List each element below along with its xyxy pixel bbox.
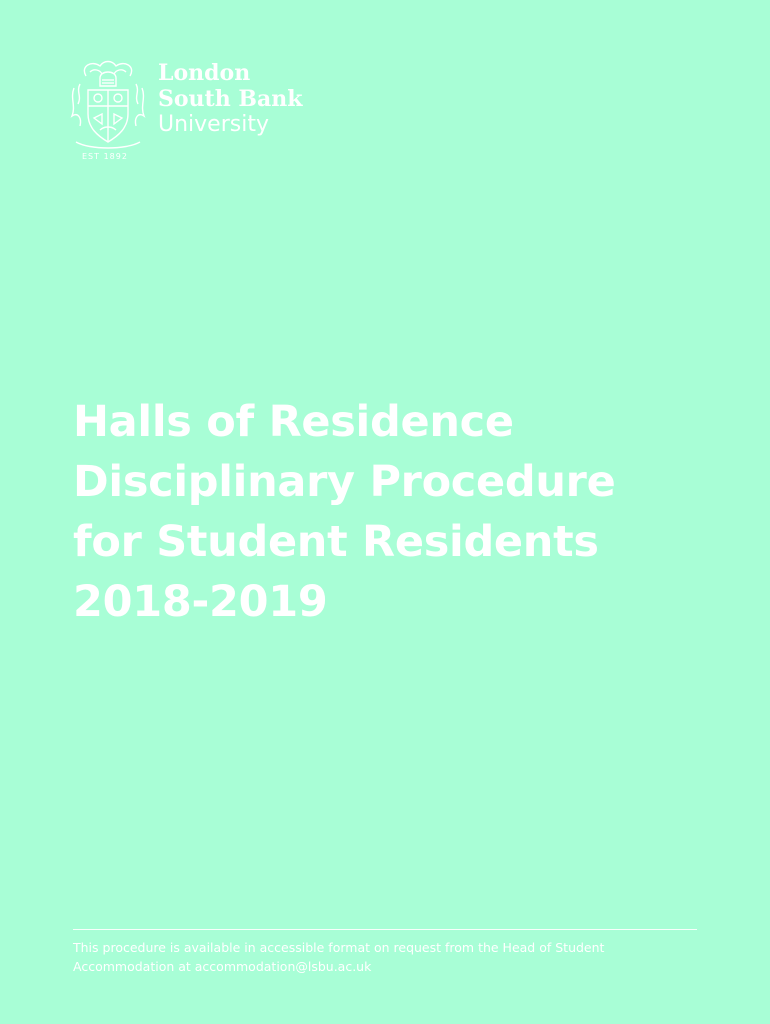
established-date: EST 1892 xyxy=(82,152,128,161)
university-name xyxy=(158,60,302,138)
title-line-4: 2018-2019 xyxy=(73,577,328,627)
accessibility-note xyxy=(73,938,713,976)
document-title xyxy=(73,392,713,632)
footer-divider xyxy=(73,929,697,930)
accessibility-note-line-2: Accommodation at accommodation@lsbu.ac.uk xyxy=(73,959,372,974)
university-logo xyxy=(66,58,306,168)
accessibility-note-line-1: This procedure is available in accessible format on request from the Head of Student xyxy=(73,940,605,955)
title-line-2: Disciplinary Procedure xyxy=(73,457,616,507)
university-name-line-3: University xyxy=(158,112,269,137)
title-line-1: Halls of Residence xyxy=(73,397,514,447)
university-name-line-1: London xyxy=(158,60,251,86)
title-line-3: for Student Residents xyxy=(73,517,599,567)
university-name-line-2: South Bank xyxy=(158,86,303,112)
